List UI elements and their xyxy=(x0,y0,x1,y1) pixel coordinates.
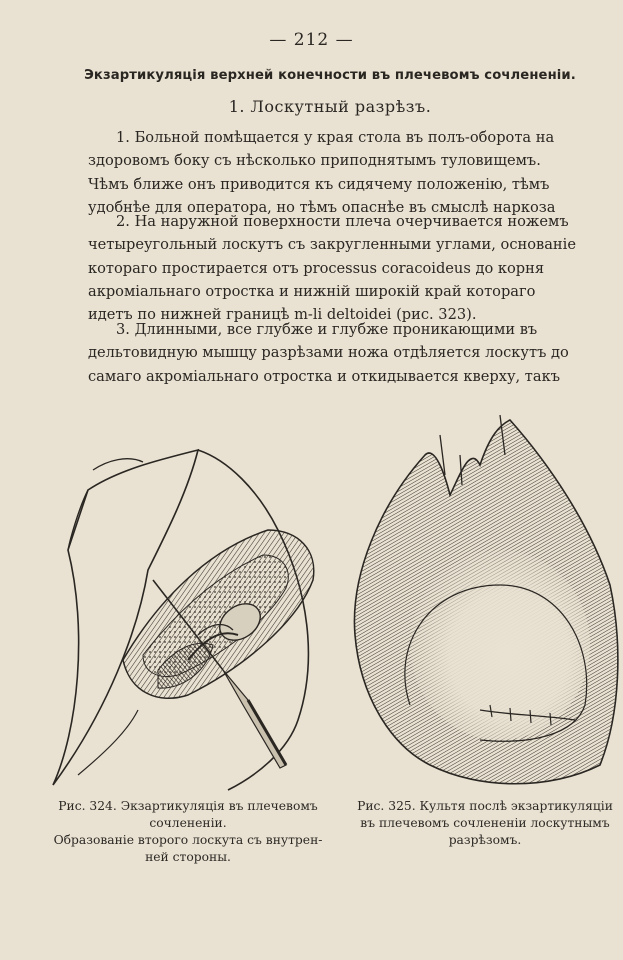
text-line: здоровомъ боку съ нѣсколько приподнятымъ туловищемъ. xyxy=(88,152,541,170)
text-line: четыреугольный лоскутъ съ закругленными углами, основаніе xyxy=(88,236,576,254)
surgical-exarticulation-illustration-icon xyxy=(48,430,348,795)
text-line: акроміальнаго отростка и нижній широкій край котораго xyxy=(88,282,536,300)
figure-324-caption xyxy=(36,798,340,866)
text-line: 1. Больной помѣщается у края стола въ полъ-оборота на xyxy=(116,129,555,146)
caption-line: ней стороны. xyxy=(145,850,231,864)
caption-line: сочлененіи. xyxy=(149,816,227,830)
caption-line: Рис. 325. Культя послѣ экзартикуляціи xyxy=(357,799,613,813)
text-line: котораго простирается отъ processus coracoideus до корня xyxy=(88,259,545,277)
text-line: дельтовидную мышцу разрѣзами ножа отдѣляется лоскутъ до xyxy=(88,344,569,362)
paragraph-1 xyxy=(88,126,600,219)
figure-325-caption xyxy=(340,798,623,849)
text-line: Чѣмъ ближе онъ приводится къ сидячему положенію, тѣмъ xyxy=(88,175,550,193)
text-line: 3. Длинными, все глубже и глубже проникающими въ xyxy=(116,321,538,338)
text-line: самаго акроміальнаго отростка и откидывается кверху, такъ xyxy=(88,367,560,385)
caption-line: въ плечевомъ сочлененіи лоскутнымъ xyxy=(360,816,610,830)
text-line: идетъ по нижней границѣ m-li deltoidei (рис. 323). xyxy=(88,306,477,324)
paragraph-3 xyxy=(88,318,600,388)
shoulder-stump-illustration-icon xyxy=(350,415,623,795)
page-number: — 212 — xyxy=(269,30,354,50)
paragraph-2 xyxy=(88,210,600,326)
caption-line: Рис. 324. Экзартикуляція въ плечевомъ xyxy=(58,799,318,813)
caption-line: Образованіе второго лоскута съ внутрен- xyxy=(53,833,323,847)
text-line: удобнѣе для оператора, но тѣмъ опаснѣе въ смыслѣ наркоза xyxy=(88,198,556,216)
section-subheading: 1. Лоскутный разрѣзъ. xyxy=(228,97,432,116)
caption-line: разрѣзомъ. xyxy=(448,833,522,847)
section-heading: Экзартикуляція верхней конечности въ плечевомъ сочлененіи. xyxy=(84,68,576,83)
text-line: 2. На наружной поверхности плеча очерчивается ножемъ xyxy=(116,213,569,230)
